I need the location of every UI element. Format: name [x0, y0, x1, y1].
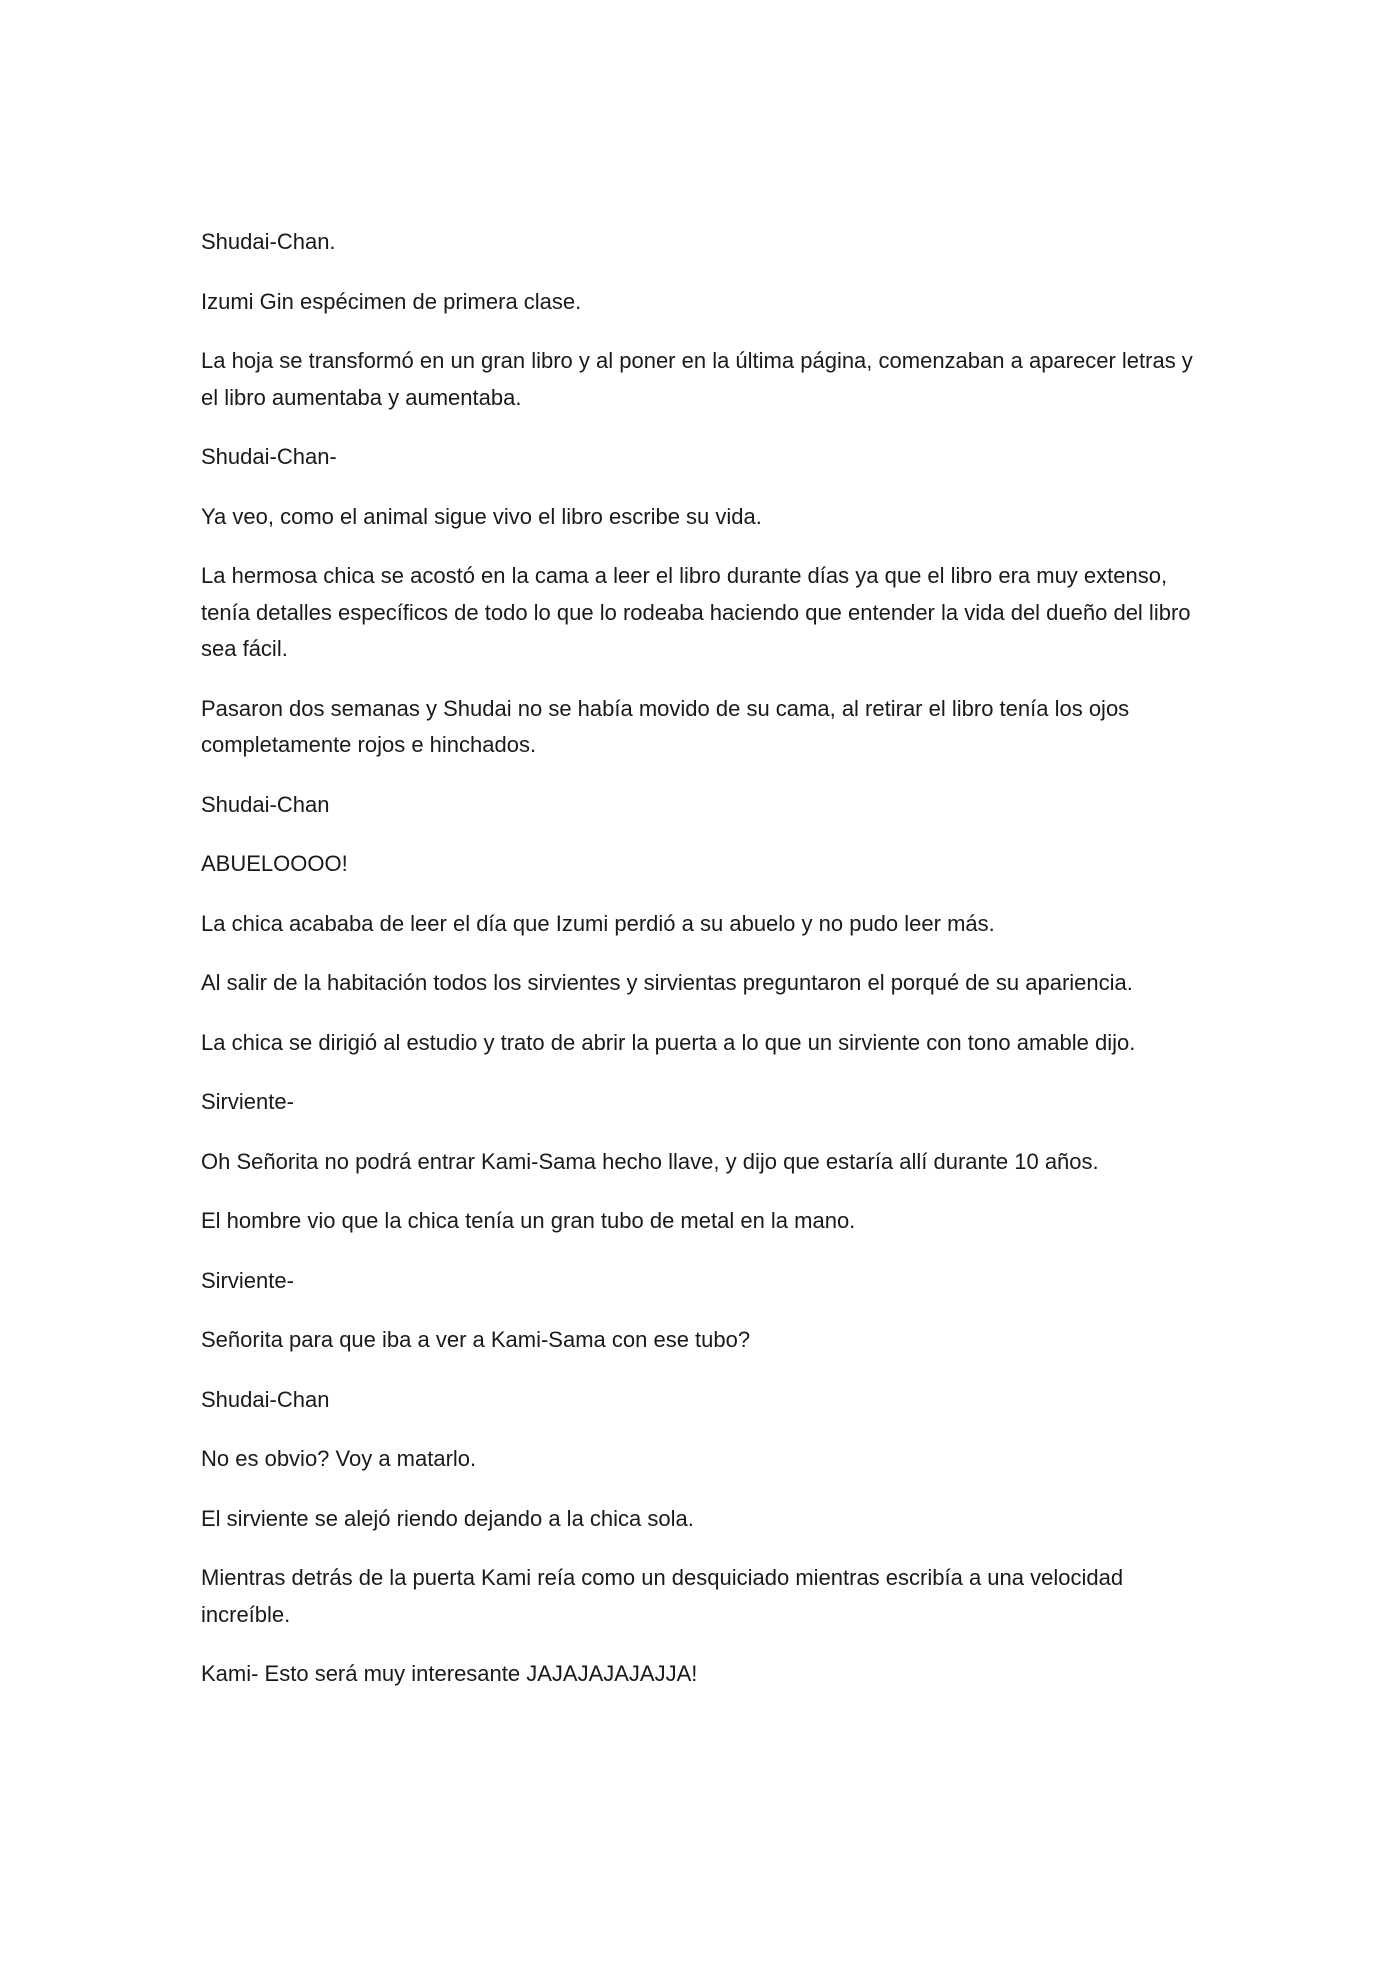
paragraph: El sirviente se alejó riendo dejando a la chica sola.	[201, 1505, 694, 1531]
paragraph: Sirviente-	[201, 1089, 294, 1114]
paragraph: Izumi Gin espécimen de primera clase.	[201, 288, 582, 314]
paragraph: La chica se dirigió al estudio y trato de abrir la puerta a lo que un sirviente con tono amable dijo.	[201, 1029, 1136, 1055]
document-body	[201, 224, 1211, 1716]
paragraph: Pasaron dos semanas y Shudai no se había movido de su cama, al retirar el libro tenía los ojos completamente rojos e hinchados.	[201, 695, 1130, 757]
paragraph: La hoja se transformó en un gran libro y al poner en la última página, comenzaban a aparecer letras y el libro aumentaba y aumentaba.	[201, 348, 1193, 410]
paragraph: La hermosa chica se acostó en la cama a leer el libro durante días ya que el libro era muy extenso, tenía detalles específicos de todo lo que lo rodeaba haciendo que entender la vida del dueño del libro sea fácil.	[201, 563, 1191, 661]
paragraph: Shudai-Chan-	[201, 444, 337, 469]
paragraph: Señorita para que iba a ver a Kami-Sama con ese tubo?	[201, 1327, 751, 1352]
paragraph: Kami- Esto será muy interesante JAJAJAJAJAJJA!	[201, 1661, 698, 1686]
paragraph: Ya veo, como el animal sigue vivo el libro escribe su vida.	[201, 503, 762, 529]
paragraph: Shudai-Chan	[201, 1386, 330, 1412]
paragraph: Mientras detrás de la puerta Kami reía como un desquiciado mientras escribía a una velocidad increíble.	[201, 1565, 1124, 1627]
paragraph: La chica acababa de leer el día que Izumi perdió a su abuelo y no pudo leer más.	[201, 910, 995, 936]
paragraph: ABUELOOOO!	[201, 851, 348, 876]
paragraph: Oh Señorita no podrá entrar Kami-Sama hecho llave, y dijo que estaría allí durante 10 años.	[201, 1148, 1099, 1174]
paragraph: Shudai-Chan	[201, 791, 330, 817]
paragraph: Shudai-Chan.	[201, 229, 336, 254]
paragraph: Al salir de la habitación todos los sirvientes y sirvientas preguntaron el porqué de su apariencia.	[201, 970, 1133, 995]
paragraph: Sirviente-	[201, 1267, 294, 1293]
paragraph: No es obvio? Voy a matarlo.	[201, 1446, 477, 1471]
paragraph: El hombre vio que la chica tenía un gran tubo de metal en la mano.	[201, 1208, 856, 1233]
